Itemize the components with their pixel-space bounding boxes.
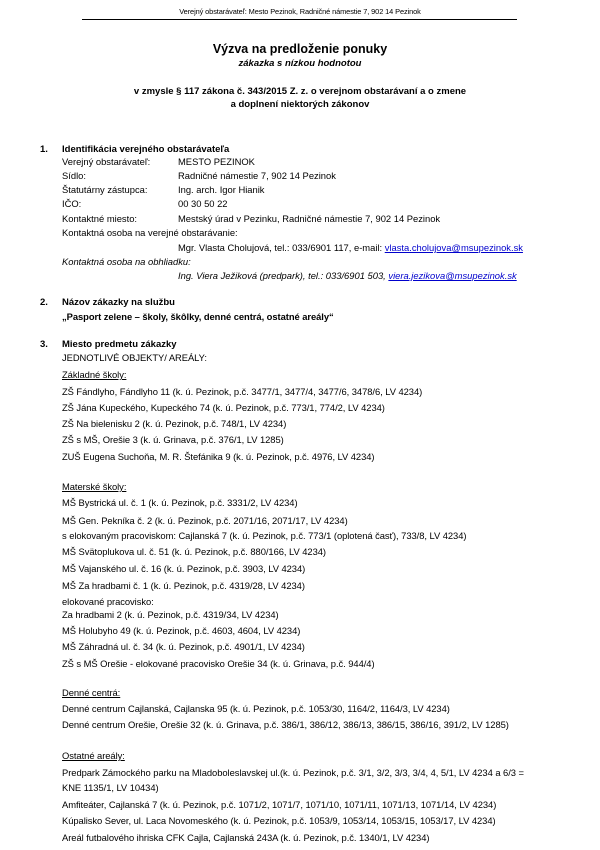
day-centers-heading: Denné centrá: (62, 687, 121, 698)
visit-contact-label: Kontaktná osoba na obhliadku: (62, 256, 191, 267)
list-item: Denné centrum Orešie, Orešie 32 (k. ú. Grinava, p.č. 386/1, 386/12, 386/13, 386/15, 386/16, 391/2, LV 1285) (62, 719, 509, 730)
ico-label: IČO: (62, 198, 82, 209)
visit-contact-line (178, 270, 517, 281)
list-item: Predpark Zámockého parku na Mladoboleslavskej ul.(k. ú. Pezinok, p.č. 3/1, 3/2, 3/3, 3/4, 4, 5/1, LV 4234 a 6/3 = (62, 767, 524, 778)
section-3-number: 3. (40, 339, 48, 350)
objects-intro: JEDNOTLIVÉ OBJEKTY/ AREÁLY: (62, 352, 207, 363)
list-item: elokované pracovisko: (62, 596, 154, 607)
contact-place-label: Kontaktné miesto: (62, 213, 138, 224)
list-item: ZŠ Jána Kupeckého, Kupeckého 74 (k. ú. Pezinok, p.č. 773/1, 774/2, LV 4234) (62, 402, 385, 413)
section-1-number: 1. (40, 144, 48, 155)
document-title: Výzva na predloženie ponuky (212, 42, 388, 56)
list-item: MŠ Holubyho 49 (k. ú. Pezinok, p.č. 4603, 4604, LV 4234) (62, 625, 301, 636)
list-item: Amfiteáter, Cajlanská 7 (k. ú. Pezinok, p.č. 1071/2, 1071/7, 1071/10, 1071/11, 1071/13, 1071/14, LV 4234) (62, 799, 497, 810)
list-item: Denné centrum Cajlanská, Cajlanska 95 (k. ú. Pezinok, p.č. 1053/30, 1164/2, 1164/3, LV 4234) (62, 703, 450, 714)
section-2-title: Názov zákazky na službu (62, 297, 175, 308)
kindergartens-heading: Materské školy: (62, 481, 127, 492)
list-item: ZŠ Na bielenisku 2 (k. ú. Pezinok, p.č. 748/1, LV 4234) (62, 418, 287, 429)
law-reference-line-2: a doplnení niektorých zákonov (230, 99, 370, 110)
statutory-rep-label: Štatutárny zástupca: (62, 184, 148, 195)
document-subtitle: zákazka s nízkou hodnotou (238, 58, 362, 69)
law-reference-line-1: v zmysle § 117 zákona č. 343/2015 Z. z. o verejnom obstarávaní a o zmene (133, 86, 467, 97)
list-item: Areál futbalového ihriska CFK Cajla, Cajlanská 243A (k. ú. Pezinok, p.č. 1340/1, LV 4234) (62, 832, 430, 843)
list-item: ZŠ s MŠ, Orešie 3 (k. ú. Grinava, p.č. 376/1, LV 1285) (62, 434, 284, 445)
list-item: MŠ Záhradná ul. č. 34 (k. ú. Pezinok, p.č. 4901/1, LV 4234) (62, 641, 305, 652)
list-item: s elokovaným pracoviskom: Cajlanská 7 (k. ú. Pezinok, p.č. 773/1 (oplotená časť), 733/8, LV 4234) (62, 530, 467, 541)
contact-place-value: Mestský úrad v Pezinku, Radničné námestie 7, 902 14 Pezinok (178, 213, 441, 224)
seat-value: Radničné námestie 7, 902 14 Pezinok (178, 170, 336, 181)
contract-name: „Pasport zelene – školy, škôlky, denné centrá, ostatné areály“ (62, 311, 334, 322)
running-header: Verejný obstarávateľ: Mesto Pezinok, Radničné námestie 7, 902 14 Pezinok (179, 7, 421, 16)
list-item: Kúpalisko Sever, ul. Laca Novomeského (k. ú. Pezinok, p.č. 1053/9, 1053/14, 1053/15, 1053/17, LV 4234) (62, 815, 496, 826)
procurement-contact-line (178, 242, 523, 253)
list-item: MŠ Svätoplukova ul. č. 51 (k. ú. Pezinok, p.č. 880/166, LV 4234) (62, 546, 326, 557)
list-item: ZUŠ Eugena Suchoňa, M. R. Štefánika 9 (k. ú. Pezinok, p.č. 4976, LV 4234) (62, 451, 375, 462)
header-divider (82, 19, 517, 20)
list-item: MŠ Vajanského ul. č. 16 (k. ú. Pezinok, p.č. 3903, LV 4234) (62, 563, 306, 574)
statutory-rep-value: Ing. arch. Igor Hianik (178, 184, 265, 195)
other-areas-heading: Ostatné areály: (62, 750, 125, 761)
seat-label: Sídlo: (62, 170, 86, 181)
procurement-contact-text: Mgr. Vlasta Cholujová, tel.: 033/6901 117, e-mail: (178, 242, 385, 253)
list-item: MŠ Gen. Pekníka č. 2 (k. ú. Pezinok, p.č. 2071/16, 2071/17, LV 4234) (62, 515, 348, 526)
section-3-title: Miesto predmetu zákazky (62, 339, 177, 350)
list-item: ZŠ Fándlyho, Fándlyho 11 (k. ú. Pezinok, p.č. 3477/1, 3477/4, 3477/6, 3478/6, LV 4234) (62, 386, 423, 397)
ico-value: 00 30 50 22 (178, 198, 228, 209)
procurement-contact-label: Kontaktná osoba na verejné obstarávanie: (62, 227, 238, 238)
list-item: Za hradbami 2 (k. ú. Pezinok, p.č. 4319/34, LV 4234) (62, 609, 279, 620)
section-1-title: Identifikácia verejného obstarávateľa (62, 144, 230, 155)
visit-contact-email-link[interactable]: viera.jezikova@msupezinok.sk (388, 270, 517, 281)
procurement-contact-email-link[interactable]: vlasta.cholujova@msupezinok.sk (384, 242, 523, 253)
list-item: MŠ Bystrická ul. č. 1 (k. ú. Pezinok, p.č. 3331/2, LV 4234) (62, 497, 298, 508)
law-reference (0, 85, 600, 111)
list-item: KNE 1135/1, LV 10434) (62, 782, 159, 793)
contracting-authority-label: Verejný obstarávateľ: (62, 156, 151, 167)
basic-schools-heading: Základné školy: (62, 369, 127, 380)
contracting-authority-value: MESTO PEZINOK (178, 156, 255, 167)
list-item: MŠ Za hradbami č. 1 (k. ú. Pezinok, p.č. 4319/28, LV 4234) (62, 580, 305, 591)
visit-contact-text: Ing. Viera Ježiková (predpark), tel.: 033/6901 503, (178, 270, 389, 281)
list-item: ZŠ s MŠ Orešie - elokované pracovisko Orešie 34 (k. ú. Grinava, p.č. 944/4) (62, 658, 375, 669)
section-2-number: 2. (40, 297, 48, 308)
